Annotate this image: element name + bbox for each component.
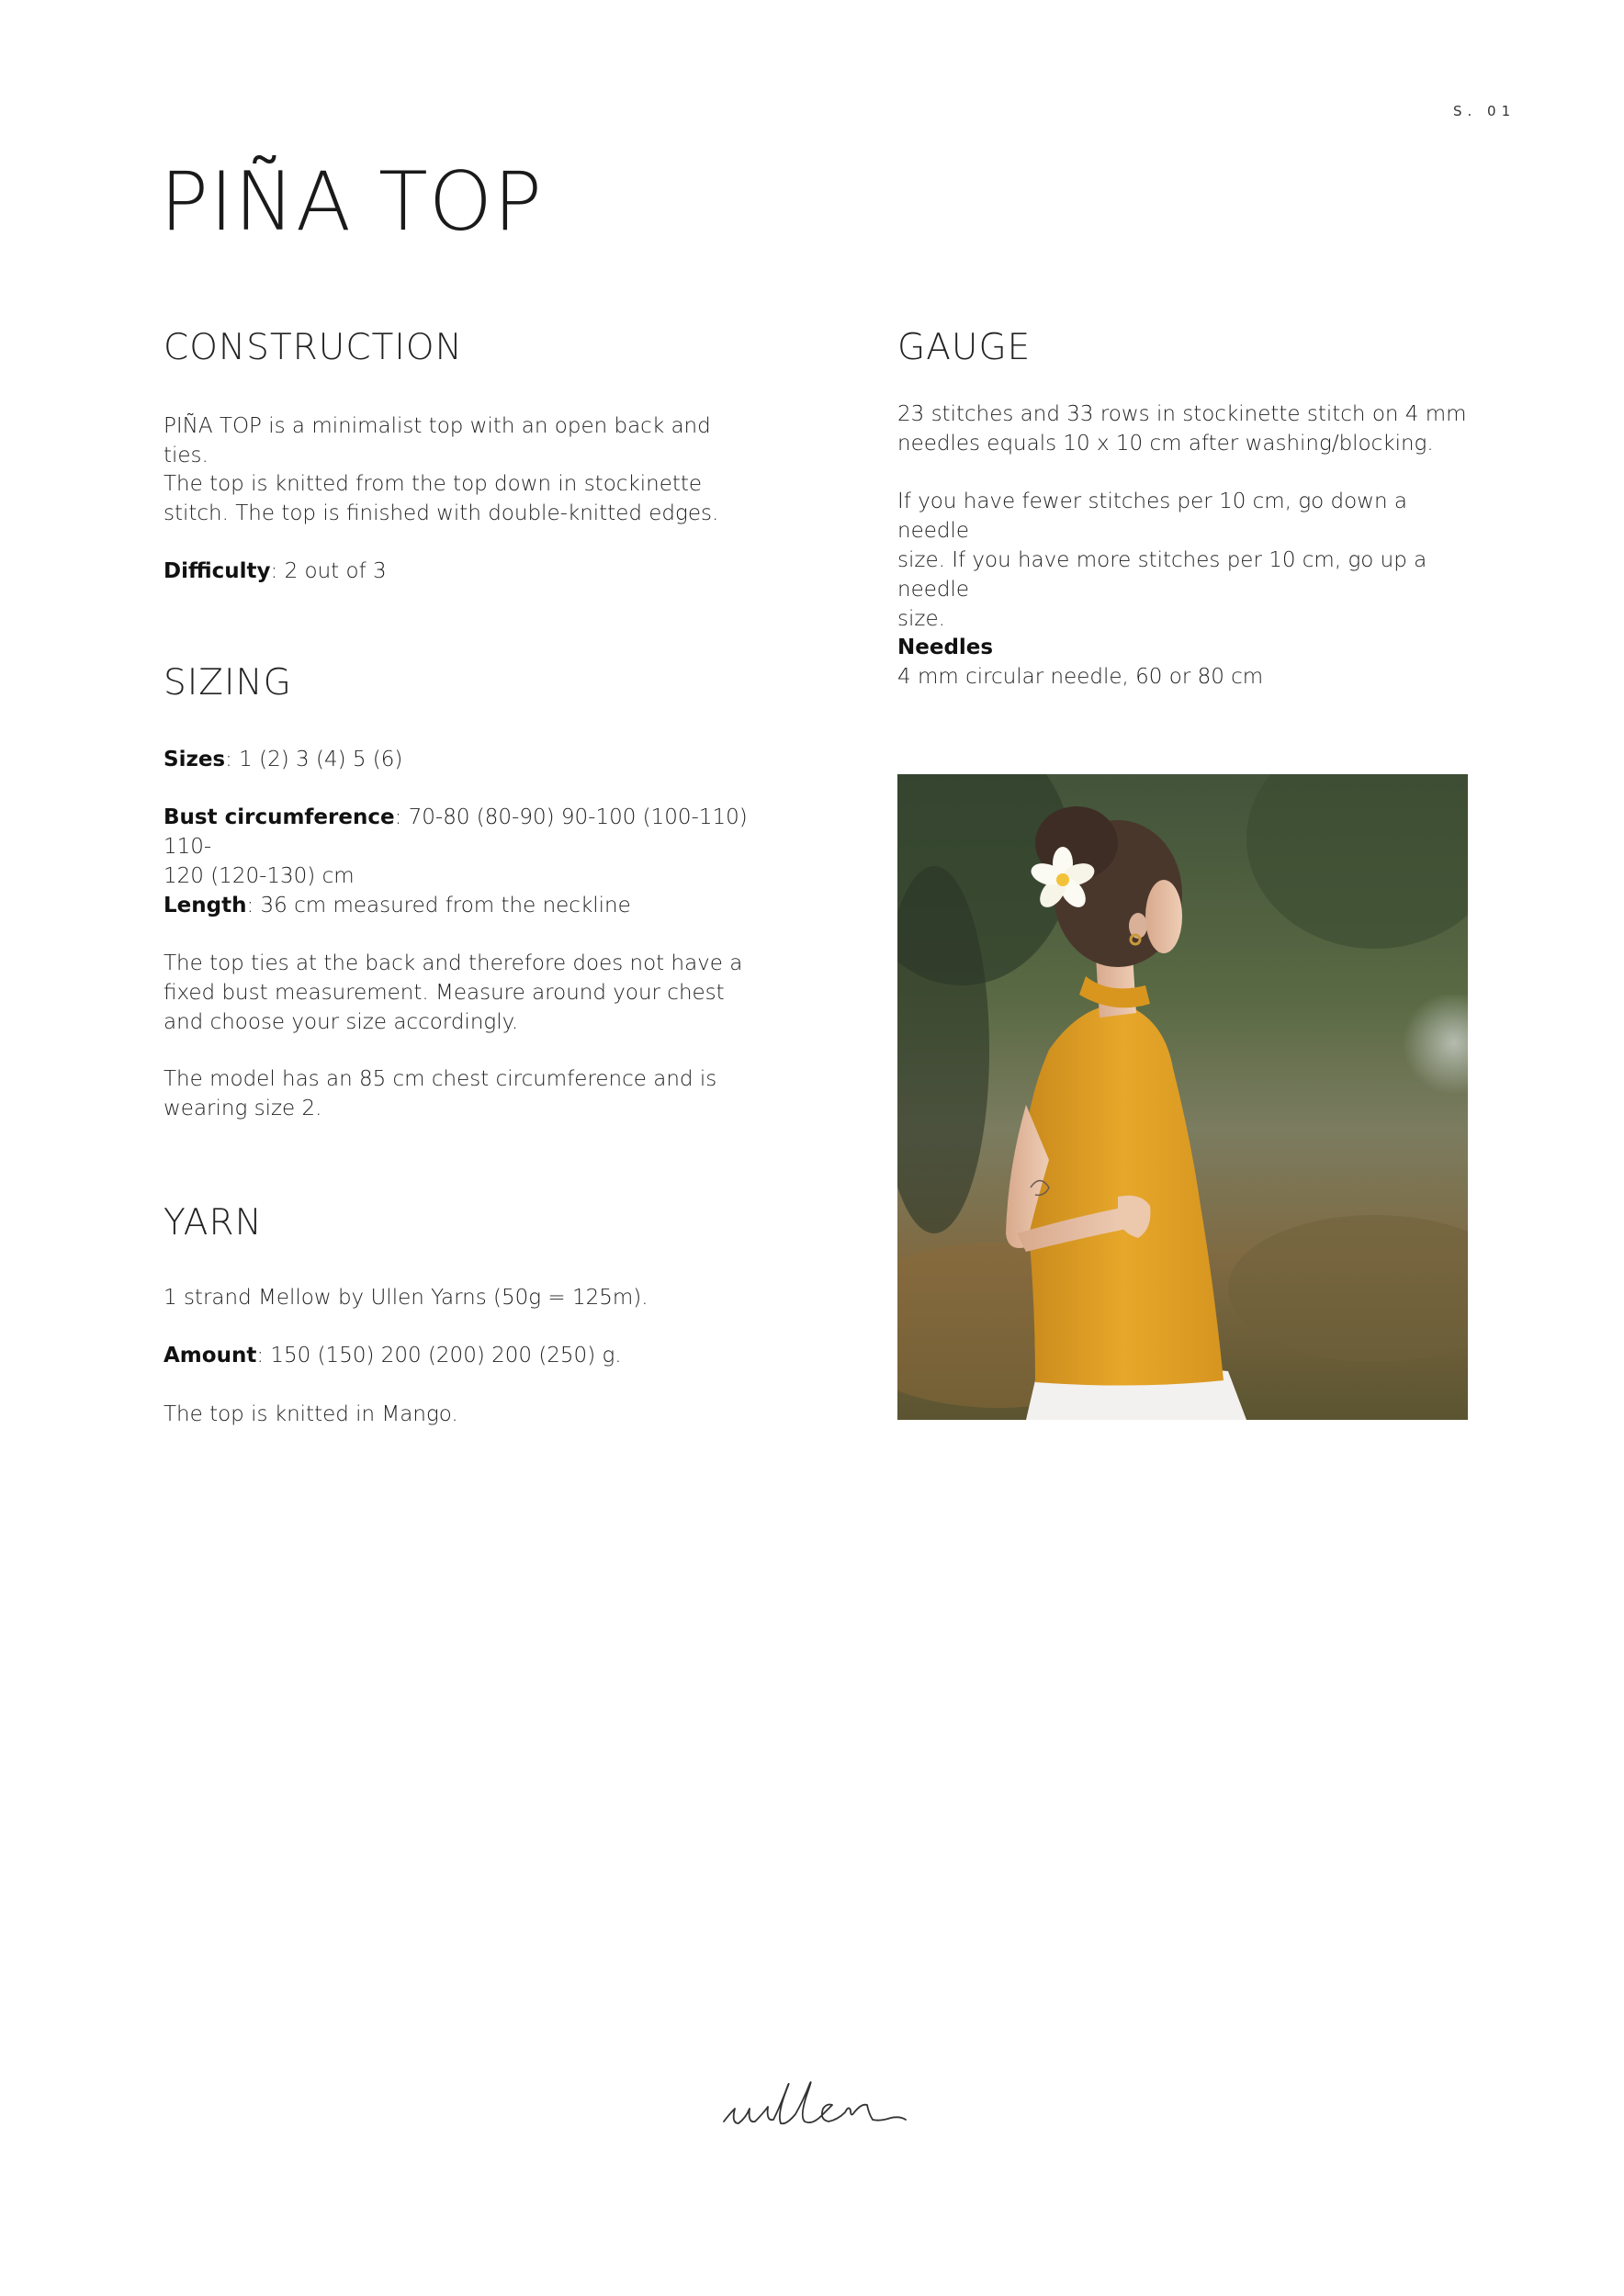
needles-value: 4 mm circular needle, 60 or 80 cm: [897, 665, 1264, 689]
needles-label: Needles: [897, 636, 994, 659]
sizing-note: [164, 949, 751, 1037]
model-photo: [897, 774, 1468, 1420]
sizes-label: Sizes: [164, 748, 226, 771]
gauge-needles: [897, 633, 1485, 692]
yarn-amount: [164, 1341, 751, 1370]
gauge-adjust: [897, 487, 1485, 634]
gauge-stitches: [897, 400, 1485, 458]
gauge-stitches-line2: needles equals 10 x 10 cm after washing/blocking.: [897, 432, 1434, 456]
construction-method-line2: stitch. The top is finished with double-knitted edges.: [164, 501, 719, 525]
bust-value-line1: : 70-80 (80-90) 90-100 (100-110) 110-: [164, 805, 748, 859]
gauge-adjust-line2: size. If you have more stitches per 10 cm, go up a needle: [897, 548, 1427, 602]
yarn-color: The top is knitted in Mango.: [164, 1402, 458, 1426]
sizing-heading: SIZING: [164, 662, 292, 703]
page-title: PIÑA TOP: [160, 154, 544, 249]
sizing-note-line1: The top ties at the back and therefore does not have a: [164, 951, 743, 975]
sizing-length: [164, 891, 751, 920]
construction-heading: CONSTRUCTION: [164, 327, 463, 368]
yarn-heading: YARN: [164, 1202, 263, 1244]
gauge-adjust-line1: If you have fewer stitches per 10 cm, go down a needle: [897, 490, 1407, 543]
construction-method: [164, 469, 751, 528]
ullen-logo: [720, 2077, 909, 2142]
amount-value: : 150 (150) 200 (200) 200 (250) g.: [256, 1344, 622, 1367]
gauge-stitches-line1: 23 stitches and 33 rows in stockinette stitch on 4 mm: [897, 402, 1467, 426]
sizes-value: : 1 (2) 3 (4) 5 (6): [225, 748, 403, 771]
difficulty-label: Difficulty: [164, 559, 271, 583]
sizing-model-line1: The model has an 85 cm chest circumference and is: [164, 1067, 717, 1091]
sizing-sizes: [164, 745, 751, 774]
length-value: : 36 cm measured from the neckline: [246, 894, 631, 917]
construction-method-line1: The top is knitted from the top down in stockinette: [164, 472, 703, 496]
sizing-note-line2: fixed bust measurement. Measure around your chest: [164, 981, 725, 1005]
difficulty-value: : 2 out of 3: [270, 559, 387, 583]
construction-intro: PIÑA TOP is a minimalist top with an open back and ties.: [164, 414, 711, 467]
amount-label: Amount: [164, 1344, 257, 1367]
sizing-note-line3: and choose your size accordingly.: [164, 1010, 519, 1034]
length-label: Length: [164, 894, 247, 917]
bust-value-line2: 120 (120-130) cm: [164, 864, 355, 888]
sizing-model: [164, 1064, 751, 1123]
gauge-adjust-line3: size.: [897, 607, 945, 631]
sizing-bust: [164, 803, 751, 891]
sizing-model-line2: wearing size 2.: [164, 1097, 322, 1120]
yarn-strand: 1 strand Mellow by Ullen Yarns (50g = 125m).: [164, 1286, 648, 1310]
gauge-heading: GAUGE: [897, 327, 1032, 368]
construction-difficulty: [164, 557, 751, 586]
bust-label: Bust circumference: [164, 805, 395, 829]
page-number: S. 01: [1453, 103, 1517, 119]
